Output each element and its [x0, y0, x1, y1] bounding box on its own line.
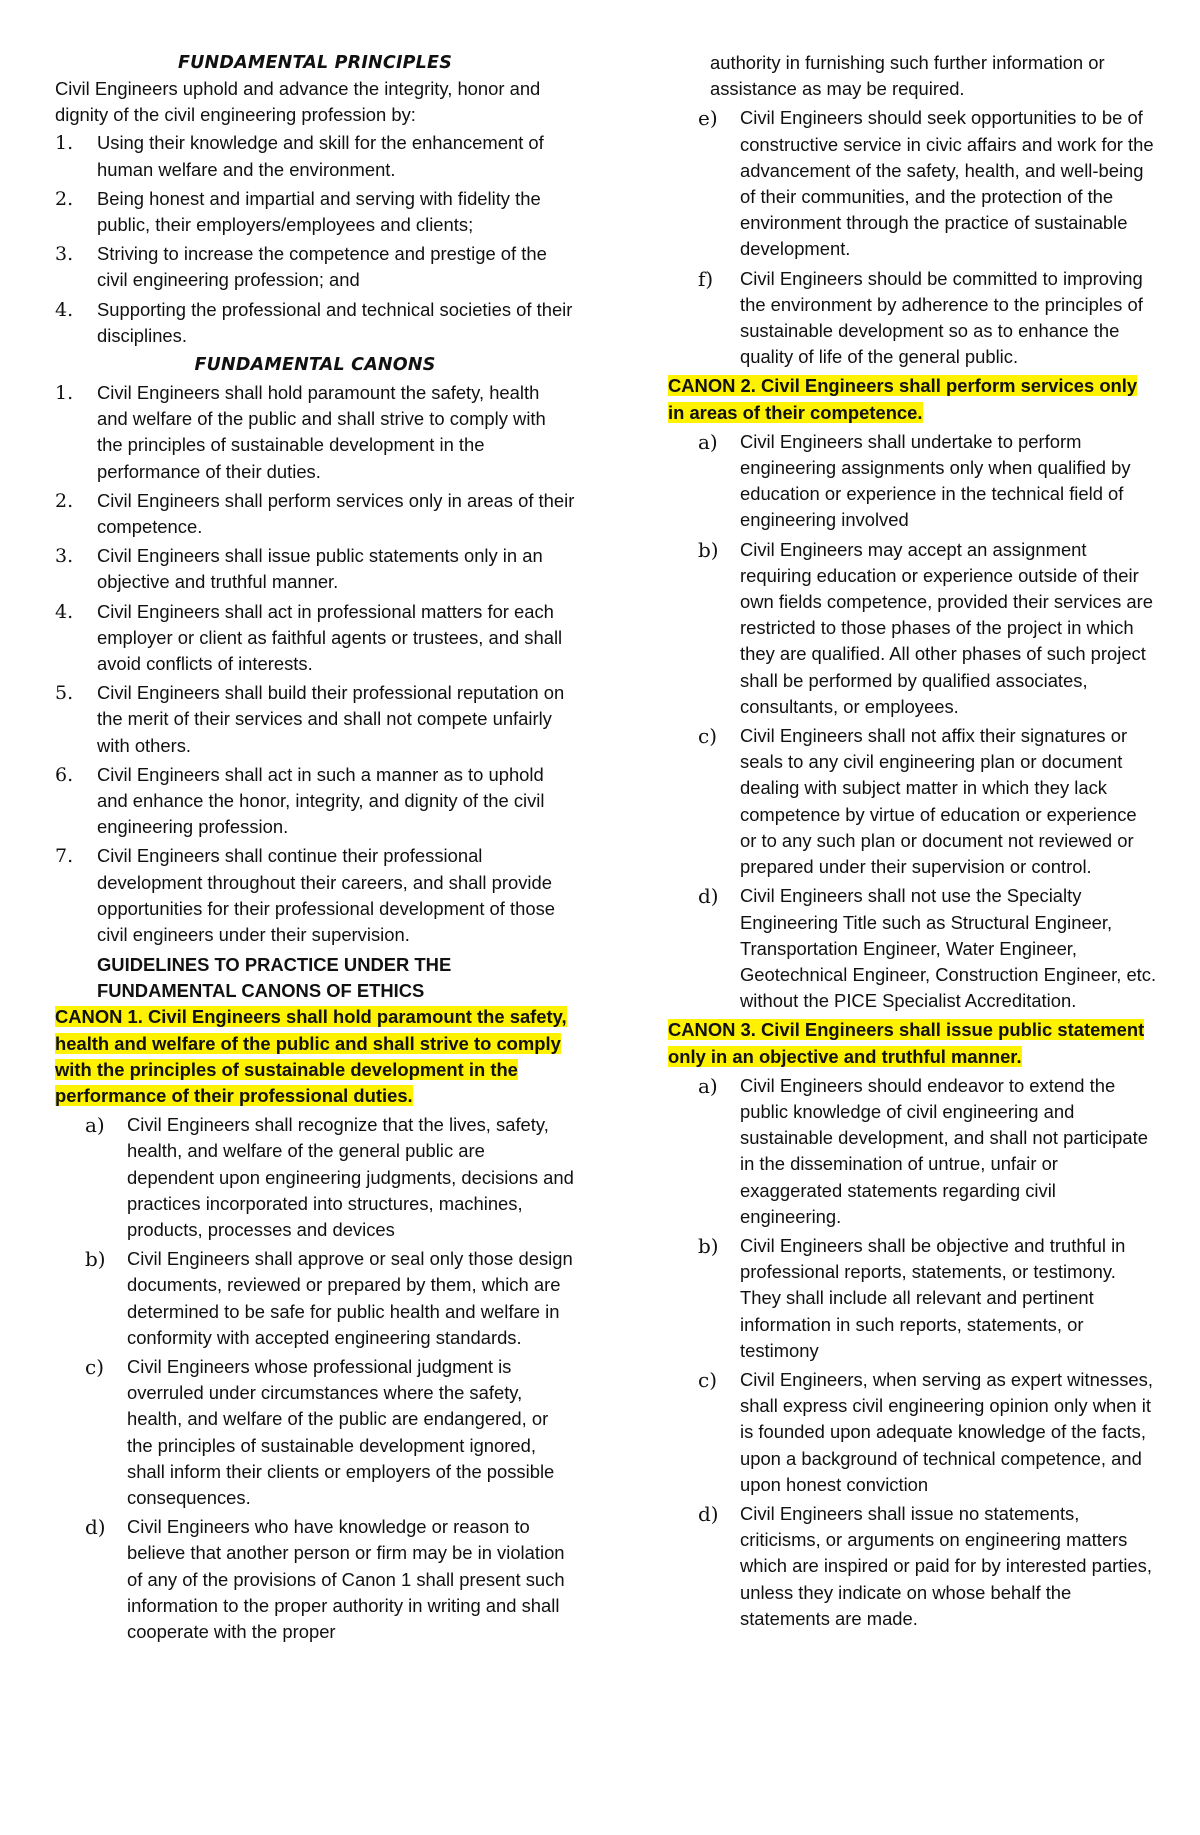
guidelines-title: GUIDELINES TO PRACTICE UNDER THE FUNDAMENTAL CANONS OF ETHICS	[97, 954, 452, 1002]
list-marker: a)	[85, 1113, 105, 1138]
canon-2-heading	[668, 373, 1158, 425]
list-text: Civil Engineers may accept an assignment requiring education or experience outside of their own fields competence, provided their services are restricted to those phases of the project in which they are qualified. All other phases of such project shall be performed by qualified associates, consultants, or employees.	[740, 538, 1153, 717]
list-item	[55, 130, 575, 182]
list-text: Supporting the professional and technical societies of their disciplines.	[97, 298, 573, 346]
list-marker: b)	[698, 1233, 719, 1258]
fundamental-principles-intro: Civil Engineers uphold and advance the integrity, honor and dignity of the civil engineering profession by:	[55, 78, 541, 126]
list-item	[668, 429, 1158, 534]
list-text: Civil Engineers should be committed to improving the environment by adherence to the principles of sustainable development so as to enhance the quality of life of the general public.	[740, 267, 1143, 368]
list-marker: a)	[698, 429, 718, 454]
list-marker: 3.	[55, 243, 74, 266]
list-text: Civil Engineers shall approve or seal only those design documents, reviewed or prepared by them, which are determined to be safe for public health and welfare in conformity with accepted engineering standards.	[127, 1248, 573, 1348]
list-text: Civil Engineers should endeavor to extend the public knowledge of civil engineering and sustainable development, and shall not participate in the dissemination of untrue, unfair or exaggerated statements regarding civil engineering.	[740, 1074, 1148, 1227]
fundamental-canons-title: FUNDAMENTAL CANONS	[194, 355, 436, 376]
list-item	[668, 1501, 1158, 1632]
list-text: Being honest and impartial and serving with fidelity the public, their employers/employees and clients;	[97, 187, 541, 236]
canon-1-heading	[55, 1004, 575, 1109]
canon-3-heading-text: CANON 3. Civil Engineers shall issue public statement only in an objective and truthful manner.	[668, 1019, 1145, 1067]
list-item	[55, 762, 575, 841]
list-marker: a)	[698, 1073, 718, 1098]
list-item	[55, 843, 575, 948]
list-marker: e)	[698, 106, 718, 131]
list-item	[55, 543, 575, 595]
list-text: Civil Engineers whose professional judgment is overruled under circumstances where the safety, health, and welfare of the public are endangered, or the principles of sustainable development ignored, shall inform their clients or employers of the possible consequences.	[127, 1355, 555, 1508]
list-marker: 4.	[55, 600, 74, 623]
canon-1-continuation: authority in furnishing such further information or assistance as may be required.	[710, 52, 1105, 100]
fundamental-principles-list	[55, 130, 575, 349]
list-item	[55, 599, 575, 678]
list-item	[668, 1233, 1158, 1364]
canon-1-list-continued	[668, 105, 1158, 370]
list-marker: c)	[698, 724, 718, 749]
list-item	[55, 1246, 575, 1351]
list-text: Civil Engineers who have knowledge or reason to believe that another person or firm may be in violation of any of the provisions of Canon 1 shall present such information to the proper authority in writing and shall cooperate with the proper	[127, 1516, 565, 1642]
canon-2-heading-text: CANON 2. Civil Engineers shall perform services only in areas of their competence.	[668, 375, 1138, 423]
list-item	[55, 1514, 575, 1645]
canon-1-list	[55, 1112, 575, 1645]
list-text: Civil Engineers shall undertake to perform engineering assignments only when qualified by education or experience in the technical field of engineering involved	[740, 430, 1131, 531]
list-marker: c)	[698, 1367, 718, 1392]
list-marker: b)	[698, 537, 719, 562]
list-marker: c)	[85, 1354, 105, 1379]
list-item	[55, 380, 575, 485]
list-marker: 1.	[55, 382, 74, 405]
list-marker: 3.	[55, 545, 74, 568]
canon-3-list	[668, 1073, 1158, 1632]
list-item	[55, 1112, 575, 1243]
list-item	[668, 537, 1158, 720]
list-text: Using their knowledge and skill for the enhancement of human welfare and the environment.	[97, 132, 544, 180]
list-text: Civil Engineers shall issue public statements only in an objective and truthful manner.	[97, 545, 543, 593]
list-item	[55, 241, 575, 293]
list-marker: d)	[698, 884, 719, 909]
list-text: Civil Engineers shall continue their professional development throughout their careers, and shall provide opportunities for their professional development of those civil engineers under their supervision.	[97, 845, 555, 946]
canon-1-heading-text: CANON 1. Civil Engineers shall hold paramount the safety, health and welfare of the public and shall strive to comply with the principles of sustainable development in the performance of their professional duties.	[55, 1006, 567, 1106]
left-column	[55, 50, 575, 1648]
fundamental-canons-list	[55, 380, 575, 948]
list-marker: 2.	[55, 187, 74, 210]
list-item	[55, 488, 575, 540]
list-text: Civil Engineers should seek opportunities to be of constructive service in civic affairs and work for the advancement of the safety, health, and well-being of their communities, and the protection of the environment through the practice of sustainable development.	[740, 107, 1154, 260]
list-text: Civil Engineers shall act in professional matters for each employer or client as faithful agents or trustees, and shall avoid conflicts of interests.	[97, 600, 563, 675]
list-item	[55, 186, 575, 238]
right-column	[668, 50, 1158, 1635]
list-item	[668, 1367, 1158, 1498]
list-item	[668, 883, 1158, 1014]
list-item	[55, 680, 575, 759]
list-text: Civil Engineers shall perform services only in areas of their competence.	[97, 489, 575, 538]
list-text: Civil Engineers shall not affix their signatures or seals to any civil engineering plan or document dealing with subject matter in which they lack competence by virtue of education or experience or to any such plan or document not reviewed or prepared under their supervision or control.	[740, 725, 1137, 878]
fundamental-principles-title: FUNDAMENTAL PRINCIPLES	[177, 53, 452, 73]
list-marker: d)	[698, 1501, 719, 1526]
list-marker: 4.	[55, 298, 74, 321]
list-item	[55, 297, 575, 349]
list-marker: b)	[85, 1247, 106, 1272]
list-marker: f)	[698, 266, 714, 291]
list-text: Civil Engineers shall act in such a manner as to uphold and enhance the honor, integrity, and dignity of the civil engineering profession.	[97, 763, 545, 838]
list-item	[668, 105, 1158, 262]
list-text: Civil Engineers shall not use the Specialty Engineering Title such as Structural Engineer, Transportation Engineer, Water Engineer, Geotechnical Engineer, Construction Engineer, etc. without the PICE Specialist Accreditation.	[740, 885, 1157, 1012]
list-item	[668, 266, 1158, 371]
list-marker: 6.	[55, 763, 74, 786]
list-item	[668, 1073, 1158, 1230]
list-item	[668, 723, 1158, 880]
list-item	[55, 1354, 575, 1511]
list-text: Civil Engineers shall hold paramount the safety, health and welfare of the public and shall strive to comply with the principles of sustainable development in the performance of their duties.	[97, 382, 546, 482]
list-text: Striving to increase the competence and prestige of the civil engineering profession; and	[97, 243, 547, 291]
list-text: Civil Engineers shall recognize that the lives, safety, health, and welfare of the general public are dependent upon engineering judgments, decisions and practices incorporated into structures, machines, products, processes and devices	[127, 1114, 574, 1240]
list-marker: d)	[85, 1515, 106, 1540]
canon-2-list	[668, 429, 1158, 1014]
list-marker: 7.	[55, 845, 74, 868]
canon-3-heading	[668, 1017, 1158, 1069]
list-marker: 2.	[55, 489, 74, 512]
list-text: Civil Engineers shall be objective and truthful in professional reports, statements, or testimony. They shall include all relevant and pertinent information in such reports, statements, or testimony	[740, 1234, 1126, 1361]
list-marker: 1.	[55, 132, 74, 155]
list-text: Civil Engineers shall build their professional reputation on the merit of their services and shall not compete unfairly with others.	[97, 682, 565, 756]
list-text: Civil Engineers, when serving as expert witnesses, shall express civil engineering opinion only when it is founded upon adequate knowledge of the facts, upon a background of technical competence, and upon honest conviction	[740, 1368, 1153, 1495]
list-text: Civil Engineers shall issue no statements, criticisms, or arguments on engineering matters which are inspired or paid for by interested parties, unless they indicate on whose behalf the statements are made.	[740, 1502, 1152, 1629]
list-marker: 5.	[55, 682, 74, 705]
